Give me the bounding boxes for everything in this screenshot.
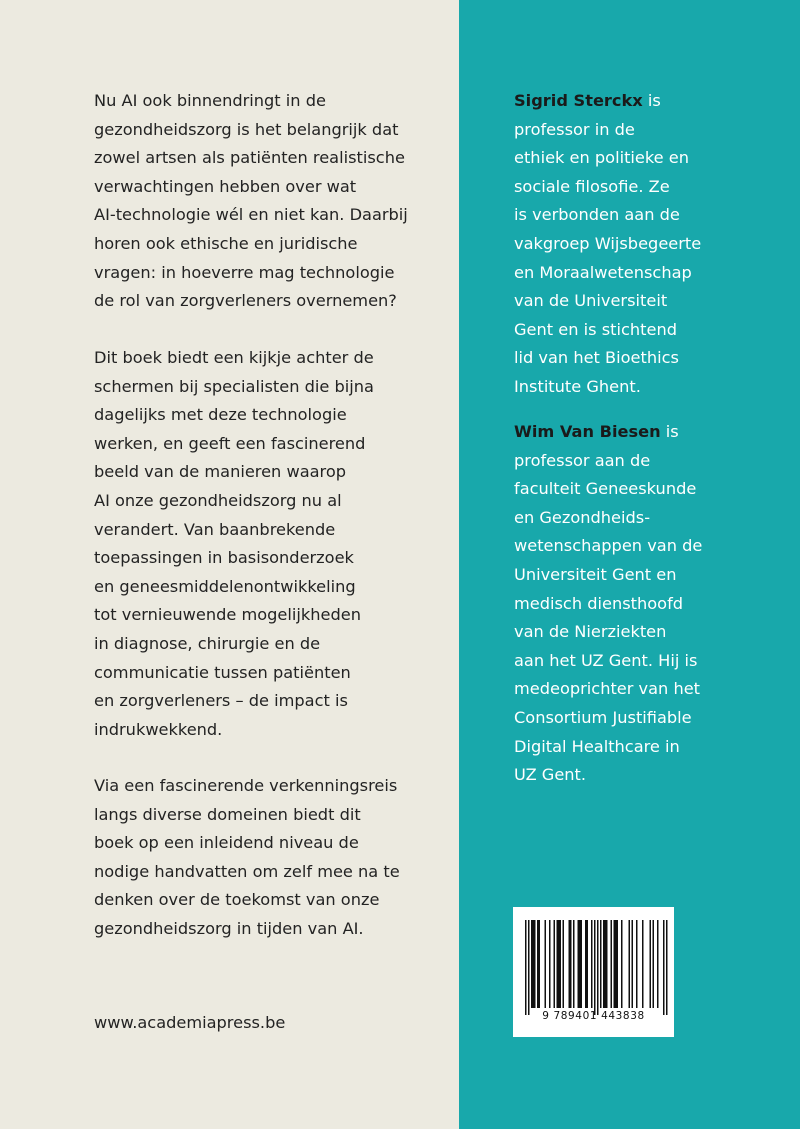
barcode-bar [642,920,644,1008]
barcode-bar [534,920,536,1008]
barcode-bar [573,920,575,1008]
bio-line: Universiteit Gent en [514,564,677,584]
barcode-bar [666,920,668,1015]
bio-line: en Gezondheids- [514,507,651,527]
text-line: verwachtingen hebben over wat [94,176,357,196]
barcode-bar [549,920,551,1008]
barcode-bar [657,920,659,1008]
bio-text: is [642,91,661,110]
author-bio-sterckx [514,87,701,402]
author-name: Wim Van Biesen [514,422,661,441]
barcode-bar [581,920,583,1008]
barcode-bar [632,920,634,1008]
barcode-bar [528,920,530,1015]
barcode-bar [558,920,560,1008]
text-line: boek op een inleidend niveau de [94,833,359,853]
bio-line: medeoprichter van het [514,679,701,699]
text-line: gezondheidszorg is het belangrijk dat [94,119,399,139]
text-line: AI-technologie wél en niet kan. Daarbij [94,205,408,225]
barcode-bar [560,920,562,1008]
barcode-bar [531,920,533,1008]
text-line: gezondheidszorg in tijden van AI. [94,918,364,938]
text-line: nodige handvatten om zelf mee na te [94,861,400,881]
text-line: indrukwekkend. [94,719,223,739]
bio-line: en Moraalwetenschap [514,262,692,282]
barcode-bar [570,920,572,1008]
isbn-number: 9 789401 443838 [542,1010,645,1022]
barcode-bar [525,920,527,1015]
blurb-paragraph-1 [94,87,408,316]
text-line: verandert. Van baanbrekende [94,519,336,539]
bio-line: van de Nierziekten [514,622,667,642]
bio-line: UZ Gent. [514,765,587,785]
bio-line: professor aan de [514,450,651,470]
author-bio-van-biesen [514,418,702,790]
bio-line: lid van het Bioethics [514,348,679,368]
blurb-paragraph-2 [94,344,374,744]
text-line: werken, en geeft een fascinerend [94,433,366,453]
text-line: toepassingen in basisonderzoek [94,548,354,568]
barcode-bar [653,920,655,1008]
bio-line: sociale filosofie. Ze [514,176,670,196]
barcode-bar [629,920,631,1008]
bio-text: is [660,422,679,441]
barcode-bar [545,920,547,1008]
bio-line: ethiek en politieke en [514,148,690,168]
text-line: communicatie tussen patiënten [94,662,351,682]
author-name: Sigrid Sterckx [514,91,643,110]
blurb-paragraph-3 [94,772,400,944]
text-line: schermen bij specialisten die bijna [94,376,374,396]
barcode-bar [585,920,587,1008]
text-line: beeld van de manieren waarop [94,462,347,482]
bio-first-line [514,418,702,447]
barcode-bar [614,920,616,1008]
barcode-bar [579,920,581,1008]
bio-line: Institute Ghent. [514,376,641,396]
bio-line: Digital Healthcare in [514,736,680,756]
barcode-bar [539,920,541,1008]
barcode-bar [591,920,593,1008]
barcode-bar [587,920,589,1008]
text-line: vragen: in hoeverre mag technologie [94,262,395,282]
text-line: in diagnose, chirurgie en de [94,633,321,653]
barcode-bar [663,920,665,1015]
text-line: de rol van zorgverleners overnemen? [94,291,397,311]
text-line: Via een fascinerende verkenningsreis [94,776,398,795]
barcode-bar [597,920,599,1015]
text-line: dagelijks met deze technologie [94,405,347,425]
barcode-bar [605,920,607,1008]
barcode-bar [594,920,596,1015]
bio-line: is verbonden aan de [514,205,680,225]
bio-line: Gent en is stichtend [514,319,677,339]
bio-line: aan het UZ Gent. Hij is [514,650,698,670]
bio-line: wetenschappen van de [514,536,703,556]
barcode-bar [569,920,571,1008]
bio-line: vakgroep Wijsbegeerte [514,233,702,253]
barcode-bar [617,920,619,1008]
barcode-bar [615,920,617,1008]
barcode-bar [554,920,556,1008]
barcode-bar [600,920,602,1008]
text-line: Dit boek biedt een kijkje achter de [94,348,374,367]
text-line: denken over de toekomst van onze [94,890,380,910]
text-line: en zorgverleners – de impact is [94,691,348,711]
bio-line: faculteit Geneeskunde [514,479,697,499]
text-line: horen ook ethische en juridische [94,233,358,253]
text-line: zowel artsen als patiënten realistische [94,148,405,168]
barcode-bar [557,920,559,1008]
barcode-bar [650,920,652,1008]
text-line: en geneesmiddelenontwikkeling [94,576,356,596]
barcode-bar [606,920,608,1008]
barcode-bar [563,920,565,1008]
bio-first-line [514,87,701,116]
text-line: tot vernieuwende mogelijkheden [94,605,361,625]
publisher-website[interactable]: www.academiapress.be [94,1013,286,1032]
barcode-bar [603,920,605,1008]
bio-line: Consortium Justifiable [514,707,692,727]
text-line: langs diverse domeinen biedt dit [94,804,361,824]
barcode-bar [611,920,613,1008]
bio-line: van de Universiteit [514,291,668,311]
barcode-bar [533,920,535,1008]
isbn-barcode [513,907,674,1037]
barcode-bar [636,920,638,1008]
text-line: Nu AI ook binnendringt in de [94,91,326,110]
barcode-bar [578,920,580,1008]
barcode-bar [537,920,539,1008]
bio-line: professor in de [514,119,635,139]
bio-line: medisch diensthoofd [514,593,684,613]
barcode-bar [621,920,623,1008]
text-line: AI onze gezondheidszorg nu al [94,490,342,510]
